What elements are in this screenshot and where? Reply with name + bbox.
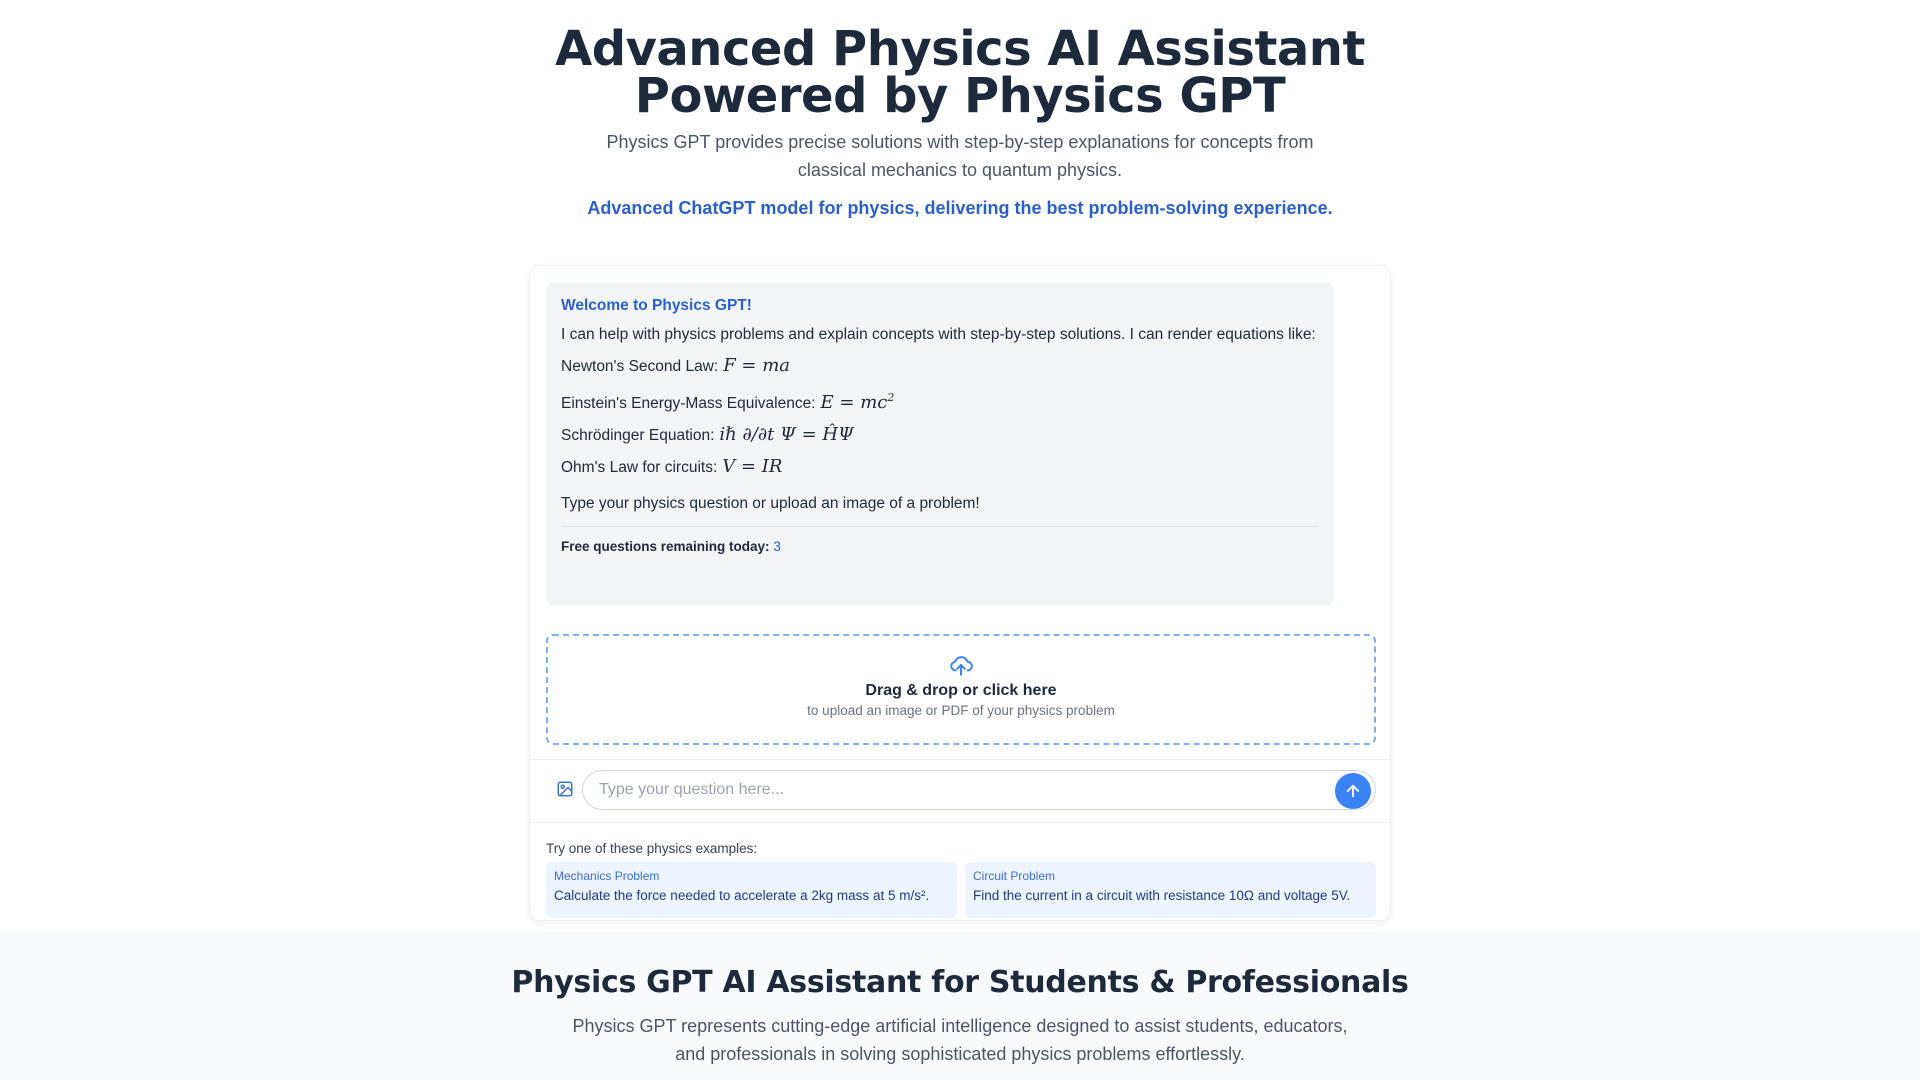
divider (561, 526, 1319, 527)
welcome-title: Welcome to Physics GPT! (561, 297, 752, 314)
equation-schrodinger (561, 424, 1319, 447)
hero-tagline: Advanced ChatGPT model for physics, delivering the best problem-solving experience. (587, 198, 1333, 218)
page-title-line1: Advanced Physics AI Assistant (555, 21, 1365, 77)
hero-section (0, 0, 1920, 219)
equation-formula: V = IR (722, 456, 783, 477)
equation-label: Schrödinger Equation: (561, 427, 715, 444)
equation-ohm (561, 456, 1319, 479)
examples-section (546, 831, 1376, 918)
page-title (0, 21, 1920, 124)
chat-card (529, 265, 1391, 921)
example-circuit[interactable] (965, 862, 1376, 918)
upload-subtitle: to upload an image or PDF of your physics problem (807, 703, 1115, 718)
equation-einstein (561, 387, 1319, 415)
page-title-line2: Powered by Physics GPT (634, 68, 1286, 124)
arrow-up-icon (1344, 782, 1362, 800)
equation-label: Newton's Second Law: (561, 358, 719, 375)
remaining-count: 3 (773, 539, 781, 554)
equation-label: Einstein's Energy-Mass Equivalence: (561, 395, 816, 412)
example-category: Mechanics Problem (554, 869, 660, 883)
hero-subtitle: Physics GPT provides precise solutions with step-by-step explanations for concepts from classical mechanics to quantum physics. (606, 132, 1314, 180)
examples-grid (546, 862, 1376, 918)
upload-title: Drag & drop or click here (865, 682, 1057, 699)
equation-formula: iℏ ∂/∂t Ψ = ĤΨ (719, 424, 854, 445)
equation-label: Ohm's Law for circuits: (561, 459, 718, 476)
example-mechanics[interactable] (546, 862, 957, 918)
section-text: Physics GPT represents cutting-edge artificial intelligence designed to assist students, educators, and professionals in solving sophisticated physics problems effortlessly. (572, 1016, 1348, 1064)
example-category: Circuit Problem (973, 869, 1056, 883)
send-button[interactable] (1335, 773, 1371, 809)
image-icon[interactable] (556, 780, 574, 798)
equation-formula: F = ma (723, 355, 791, 376)
questions-remaining: Free questions remaining today: 3 (561, 539, 781, 554)
upload-dropzone[interactable] (546, 634, 1376, 745)
equation-formula: $E = mc^2$ (820, 391, 895, 413)
section-title: Physics GPT AI Assistant for Students & Professionals (511, 965, 1409, 1000)
example-question: Calculate the force needed to accelerate a 2kg mass at 5 m/s². (554, 888, 930, 903)
examples-label: Try one of these physics examples: (546, 841, 758, 856)
equation-newton (561, 355, 1319, 378)
cloud-upload-icon (948, 652, 974, 678)
welcome-intro: I can help with physics problems and explain concepts with step-by-step solutions. I can render equations like: (561, 326, 1316, 343)
info-section (0, 931, 1920, 1080)
welcome-message (546, 282, 1334, 606)
example-question: Find the current in a circuit with resistance 10Ω and voltage 5V. (973, 888, 1351, 903)
question-input[interactable] (582, 770, 1376, 810)
welcome-cta: Type your physics question or upload an image of a problem! (561, 495, 980, 512)
chat-input-row (530, 759, 1390, 823)
